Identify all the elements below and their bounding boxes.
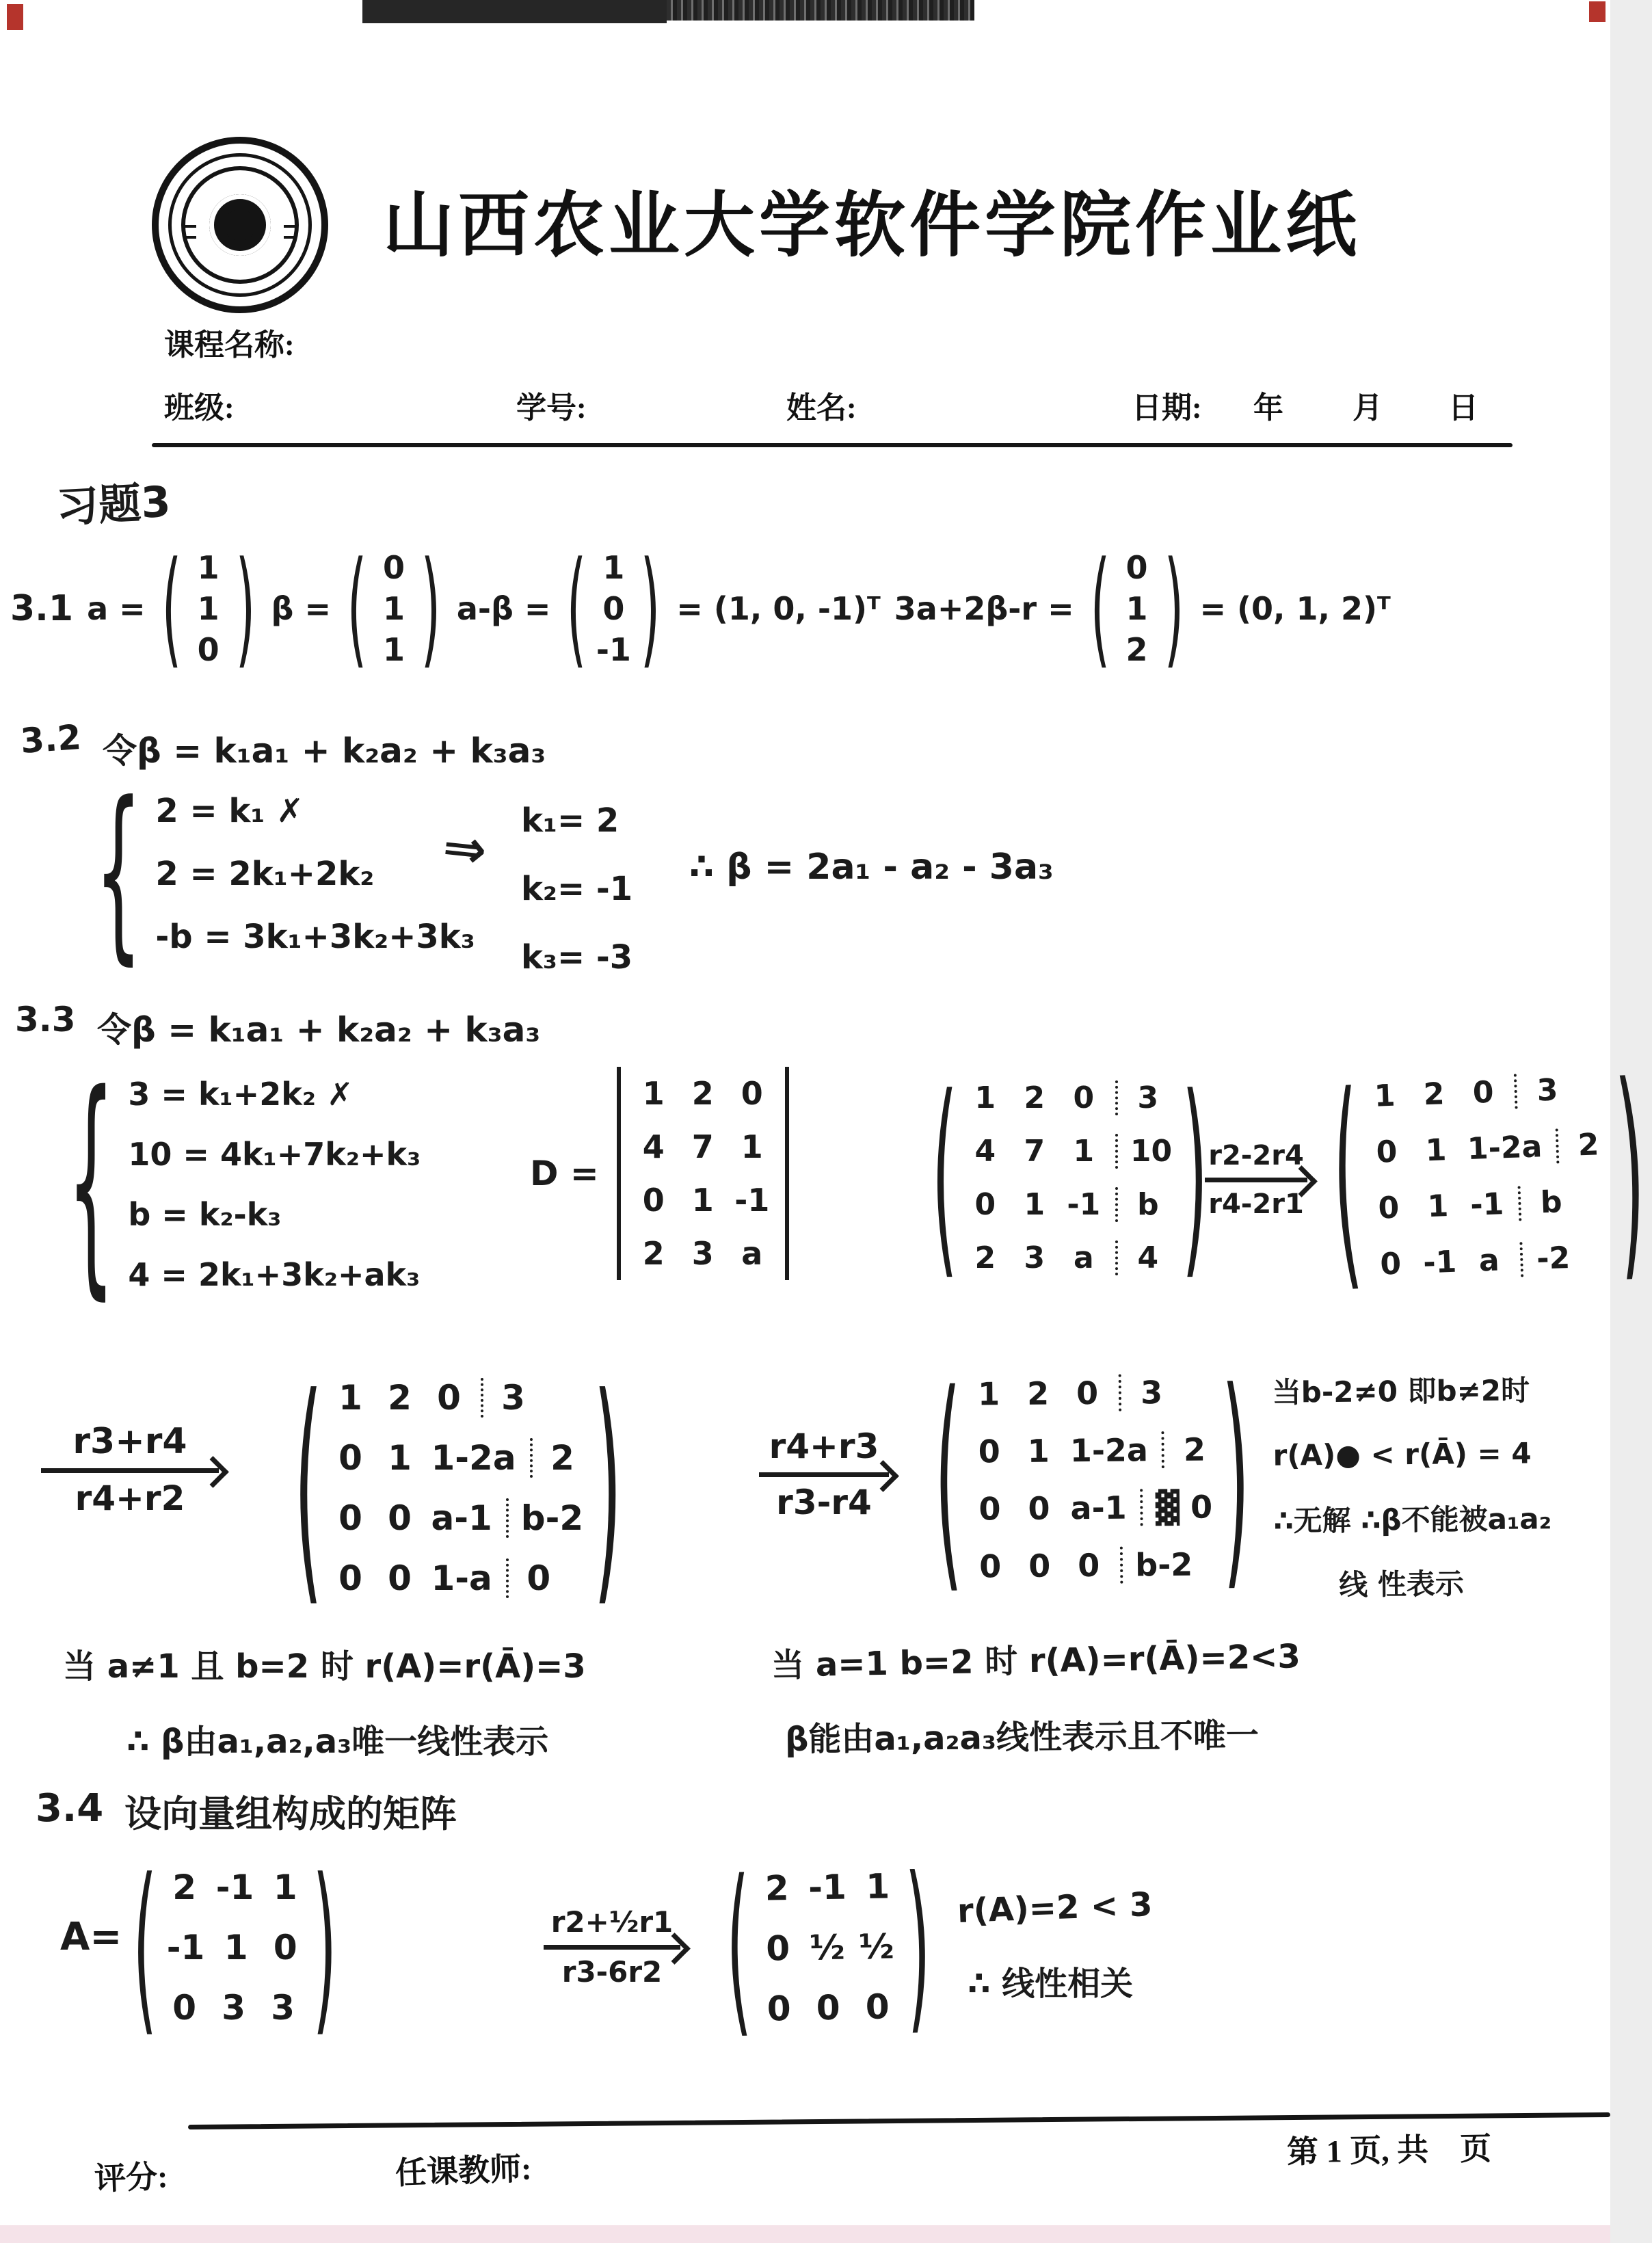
day-label: 日 [1448,391,1478,425]
combo-result: = (0, 1, 2)ᵀ [1199,590,1391,627]
right-paren: ) [1182,1053,1208,1301]
matrix-row [589,547,638,588]
matrix-cell: 1-2a [1467,1128,1543,1167]
matrix-cell: 0 [974,1186,996,1222]
left-paren: ( [347,535,367,681]
matrix-cell: 1-2a [1069,1431,1149,1470]
matrix-row [964,1363,1219,1422]
rowop-top-label: r2-2r4 [1208,1140,1304,1171]
scan-bottom-pink-band [0,2225,1610,2243]
left-paren: ( [567,535,587,681]
matrix-cell: 1 [865,1866,890,1907]
math-line: 线 性表示 [1339,1567,1465,1602]
left-paren: ( [931,1053,958,1301]
exercise-title: 习题3 [55,476,172,533]
rowop-top-label: r3+r4 [72,1421,187,1462]
student-id-label: 学号: [516,391,587,425]
matrix-cell: b-2 [1120,1546,1199,1584]
matrix-cell: 1 [388,1438,412,1478]
arrow-right-icon [759,1472,889,1477]
problem-number-3-2: 3.2 [19,717,83,762]
matrix-row [326,1488,591,1548]
matrix-cell: 2 [1162,1431,1219,1468]
left-paren: ( [724,1842,753,2056]
left-paren: ( [294,1346,323,1630]
matrix-cell: -1 [734,1182,770,1219]
matrix-cell: 1 [1125,590,1148,627]
scan-edge-dark-band [362,0,667,23]
math-line: 2 = 2k₁+2k₂ [155,855,375,893]
matrix-row [1363,1172,1616,1237]
matrix-cell: 0 [1073,1080,1095,1115]
matrix-row [629,1120,777,1173]
matrix-cell: -1 [1422,1244,1458,1280]
matrix-cell: 4 [642,1128,665,1165]
matrix-cell: -1 [596,631,631,668]
matrix-row [184,588,233,629]
matrix-cell: 2 [1024,1080,1045,1115]
row-operation-2 [41,1422,219,1517]
matrix-cell: 0 [338,1558,362,1598]
date-label: 日期: [1132,391,1202,425]
matrix-cell: 1 [382,631,405,668]
problem-number-3-3: 3.3 [15,1000,76,1039]
matrix-cell: 2 [388,1378,412,1418]
matrix-cell: 1 [1424,1132,1448,1168]
matrix-cell: 1 [197,590,219,627]
math-line: 10 = 4k₁+7k₂+k₃ [128,1136,421,1173]
scan-red-mark-left [7,4,23,30]
matrix-row [1365,1228,1618,1293]
matrix-A-reduced [722,1839,935,2056]
matrix-cell: 3 [1024,1240,1045,1275]
matrix-row [184,547,233,588]
matrix-cell: 0 [338,1438,362,1478]
matrix-row [753,1916,904,1979]
matrix-cell: a [1073,1240,1094,1275]
matrix-cell: 1 [1373,1078,1396,1114]
matrix-cell: 0 [1028,1547,1051,1584]
det-bar [785,1067,789,1280]
matrix-cell: 0 [506,1558,563,1598]
matrix-cell: 2 [642,1235,665,1272]
matrix-cell: 3 [481,1378,538,1418]
matrix-row [184,629,233,670]
matrix-cell: 0 [172,1988,197,2028]
matrix-cell: 0 [273,1928,297,1967]
right-paren: ) [1612,1037,1649,1305]
matrix-cell: 1 [602,549,625,586]
course-name-label: 课程名称: [164,328,295,362]
matrix-cell: 0 [1377,1190,1400,1226]
page-number-label: 第 1 页, 共 页 [1286,2131,1492,2170]
math-line: 2 = k₁ ✗ [155,792,304,830]
teacher-label: 任课教师: [395,2151,533,2191]
matrix-cell: 3 [271,1988,295,2028]
case-b-not-2 [1272,1356,1552,1616]
matrix-cell: 2 [172,1868,197,1907]
row-operation-1 [1205,1141,1307,1219]
matrix-cell: 0 [816,1987,841,2028]
emblem-ring [168,153,312,297]
matrix-cell: 1 [1426,1188,1450,1224]
right-paren: ) [312,1841,337,2054]
left-paren: ( [1329,1048,1365,1315]
matrix-cell: 2 [1125,631,1148,668]
determinant-group [530,1067,797,1280]
matrix-row [961,1178,1179,1231]
scan-red-mark-right [1589,1,1606,22]
math-line: k₂= -1 [521,870,633,908]
rowop-top-label: r2+½r1 [550,1905,674,1939]
matrix-cell: 0 [1375,1134,1398,1170]
matrix-cell: 4 [1115,1240,1173,1275]
problem-number: 3.1 [10,588,74,629]
month-label: 月 [1353,391,1383,425]
right-paren: ) [1164,535,1184,681]
matrix-cell: 0 [437,1378,461,1418]
class-label: 班级: [164,391,235,425]
augmented-matrix-2 [1326,1037,1651,1315]
augmented-matrix-3 [291,1346,626,1630]
matrix-cell: 0 [338,1498,362,1538]
matrix-cell: 0 [1379,1246,1402,1282]
matrix-cell: 4 [974,1133,996,1169]
left-paren: ( [133,1841,157,2054]
matrix-cell: 3 [1115,1080,1173,1115]
alpha-minus-beta-label: a-β = [456,590,551,627]
matrix-row [589,588,638,629]
matrix-row [961,1071,1179,1124]
matrix-row [160,1857,310,1917]
matrix-cell: -1 [166,1928,205,1967]
right-paren: ) [640,535,661,681]
left-paren: ( [933,1343,963,1616]
matrix-cell: -1 [1067,1186,1101,1222]
arrow-right-icon [544,1945,680,1950]
rowop-top-label: r4+r3 [769,1426,879,1466]
diff-result: = (1, 0, -1)ᵀ [676,590,881,627]
implies-arrow: ⇒ [440,815,490,881]
system-3-2 [92,764,475,983]
matrix-cell: 1 [1073,1133,1095,1169]
matrix-cell: 0 [741,1075,763,1112]
matrix-row [1113,588,1162,629]
left-brace: { [67,1046,115,1322]
matrix-cell: a [741,1235,763,1272]
matrix-cell: 1 [1027,1432,1050,1470]
university-emblem-icon [152,137,328,313]
matrix-cell: 0 [382,549,405,586]
matrix-cell: 0 [1078,1546,1100,1584]
matrix-cell: 1 [224,1928,248,1967]
arrow-right-icon [1205,1178,1307,1182]
matrix-row [160,1978,310,2038]
matrix-row [965,1478,1220,1537]
matrix-row [326,1368,591,1428]
rowop-bottom-label: r4-2r1 [1208,1189,1304,1220]
matrix-row [326,1428,591,1488]
combo-vector [1088,535,1186,681]
right-paren: ) [1221,1341,1251,1613]
matrix-cell: 0 [1076,1374,1099,1412]
math-line: 4 = 2k₁+3k₂+ak₃ [128,1256,421,1293]
matrix-cell: 1 [1024,1186,1045,1222]
math-line: ∴无解 ∴β不能被a₁a₂ [1273,1502,1552,1538]
matrix-cell: 0 [865,1987,890,2028]
matrix-row [629,1227,777,1280]
setup-3-3: 令β = k₁a₁ + k₂a₂ + k₃a₃ [97,1010,541,1050]
rowop-bottom-label: r3-r4 [776,1483,872,1522]
page-title: 山西农业大学软件学院作业纸 [383,187,1361,265]
matrix-cell: 1 [977,1375,1000,1413]
matrix-cell: 0 [1125,549,1148,586]
solution-3-2 [521,786,632,992]
matrix-cell: 0 [978,1490,1001,1528]
matrix-cell: 3 [1514,1072,1573,1109]
matrix-cell: b [1115,1187,1173,1222]
matrix-cell: 1 [691,1182,714,1219]
matrix-cell: ½ [858,1926,895,1967]
matrix-row [754,1976,905,2039]
case-a-1-line1: 当 a=1 b=2 时 r(A)=r(Ā)=2<3 [771,1637,1301,1685]
matrix-cell: 0 [1471,1074,1495,1111]
beta-label: β = [271,590,332,627]
determinant-D [609,1067,797,1280]
matrix-row [1361,1116,1614,1181]
system-3-3 [65,1046,421,1322]
math-line: 3 = k₁+2k₂ ✗ [128,1076,354,1113]
row-operation-3 [759,1428,889,1522]
matrix-cell: b [1518,1184,1577,1221]
matrix-cell: 0 [602,590,625,627]
math-line: k₃= -3 [521,938,633,977]
matrix-row [964,1420,1219,1480]
title-3-4: 设向量组构成的矩阵 [124,1792,457,1835]
rowop-bottom-label: r3-6r2 [561,1955,663,1989]
matrix-A [130,1841,340,2054]
scan-edge-striped-band [667,0,974,21]
matrix-row [369,547,418,588]
matrix-row [751,1856,903,1919]
matrix-row [589,629,638,670]
problem-number-3-4: 3.4 [36,1786,104,1831]
matrix-cell: 2 [1422,1076,1446,1112]
matrix-row [961,1124,1179,1178]
matrix-row [629,1067,777,1120]
name-label: 姓名: [786,391,857,425]
left-brace: { [94,764,142,983]
right-paren: ) [594,1346,622,1630]
matrix-cell: 0 [642,1182,665,1219]
matrix-row [1113,547,1162,588]
combo-label: 3a+2β-r = [894,590,1074,627]
matrix-cell: 0 [1028,1489,1050,1527]
matrix-cell: 2 [691,1075,714,1112]
matrix-cell: 1-a [431,1558,492,1598]
math-line: b = k₂-k₃ [128,1196,282,1233]
arrow-right-icon [41,1468,219,1473]
math-line: k₁= 2 [521,801,620,840]
augmented-matrix-1 [929,1053,1211,1301]
det-bar [617,1067,621,1280]
matrix-cell: 1 [197,549,219,586]
matrix-row [1113,629,1162,670]
conclusion-3-2: ∴ β = 2a₁ - a₂ - 3a₃ [689,847,1054,888]
alpha-vector [159,535,258,681]
left-paren: ( [161,535,182,681]
matrix-cell: 7 [691,1128,714,1165]
matrix-cell: -2 [1520,1240,1579,1277]
beta-vector [345,535,443,681]
matrix-cell: ▓ 0 [1140,1488,1219,1526]
determinant-label: D = [530,1154,599,1193]
alpha-label: a = [87,590,146,627]
right-paren: ) [904,1839,933,2053]
matrix-row [160,1917,310,1978]
matrix-cell: a [1478,1243,1500,1279]
matrix-row [369,629,418,670]
matrix-cell: 1 [382,590,405,627]
math-line: r(A)● < r(Ā) = 4 [1273,1435,1532,1472]
conclusion-3-4-dependent: ∴ 线性相关 [968,1965,1134,2003]
right-paren: ) [235,535,255,681]
A-label: A= [60,1915,122,1959]
matrix-cell: 2 [764,1868,790,1909]
matrix-cell: 0 [388,1498,412,1538]
rowop-bottom-label: r4+r2 [75,1478,185,1519]
matrix-row [965,1535,1221,1595]
setup-3-2: 令β = k₁a₁ + k₂a₂ + k₃a₃ [103,731,546,771]
problem-3-1 [10,535,1391,681]
matrix-cell: 3 [691,1235,714,1272]
matrix-cell: 2 [530,1438,587,1478]
matrix-cell: a-1 [1070,1489,1127,1527]
emblem-core [209,194,271,256]
matrix-cell: -1 [215,1868,254,1907]
matrix-cell: -1 [1469,1186,1505,1223]
matrix-cell: 0 [767,1988,792,2029]
matrix-cell: 1 [741,1128,763,1165]
year-label: 年 [1253,391,1283,425]
math-line: 当b-2≠0 即b≠2时 [1272,1373,1530,1409]
alpha-minus-beta-vector [564,535,663,681]
score-label: 评分: [94,2159,169,2196]
matrix-cell: 2 [1555,1126,1614,1163]
matrix-cell: 2 [1026,1375,1050,1412]
row-operation-4 [544,1907,680,1988]
matrix-cell: 0 [978,1433,1001,1470]
matrix-cell: 0 [979,1548,1002,1585]
matrix-cell: 1 [273,1868,297,1907]
matrix-cell: 1 [642,1075,665,1112]
matrix-cell: 3 [222,1988,246,2028]
matrix-cell: 2 [974,1240,996,1275]
matrix-cell: 0 [197,631,219,668]
matrix-cell: ½ [809,1927,846,1968]
matrix-row [629,1173,777,1227]
augmented-matrix-4 [931,1341,1254,1616]
matrix-cell: 3 [1119,1374,1176,1411]
matrix-cell: 0 [765,1928,790,1969]
matrix-cell: b-2 [506,1498,590,1538]
matrix-cell: 1 [974,1080,996,1115]
case-a-not-1-line2: ∴ β由a₁,a₂,a₃唯一线性表示 [126,1723,549,1761]
matrix-cell: a-1 [431,1498,492,1538]
matrix-row [326,1548,591,1608]
left-paren: ( [1090,535,1110,681]
emblem-inner-ring [181,166,299,284]
matrix-row [1359,1060,1612,1125]
case-a-not-1-line1: 当 a≠1 且 b=2 时 r(A)=r(Ā)=3 [63,1647,586,1686]
header-rule [152,443,1513,447]
matrix-cell: -1 [808,1867,847,1908]
matrix-cell: 1 [338,1378,362,1418]
right-paren: ) [421,535,441,681]
matrix-cell: 1-2a [431,1438,516,1478]
conclusion-3-4-rank: r(A)=2 < 3 [957,1885,1154,1930]
matrix-row [369,588,418,629]
case-a-1-line2: β能由a₁,a₂a₃线性表示且不唯一 [784,1716,1260,1760]
matrix-cell: 7 [1024,1133,1045,1169]
math-line: -b = 3k₁+3k₂+3k₃ [155,918,475,956]
matrix-row [961,1231,1179,1284]
matrix-cell: 0 [388,1558,412,1598]
matrix-cell: 10 [1115,1134,1179,1169]
